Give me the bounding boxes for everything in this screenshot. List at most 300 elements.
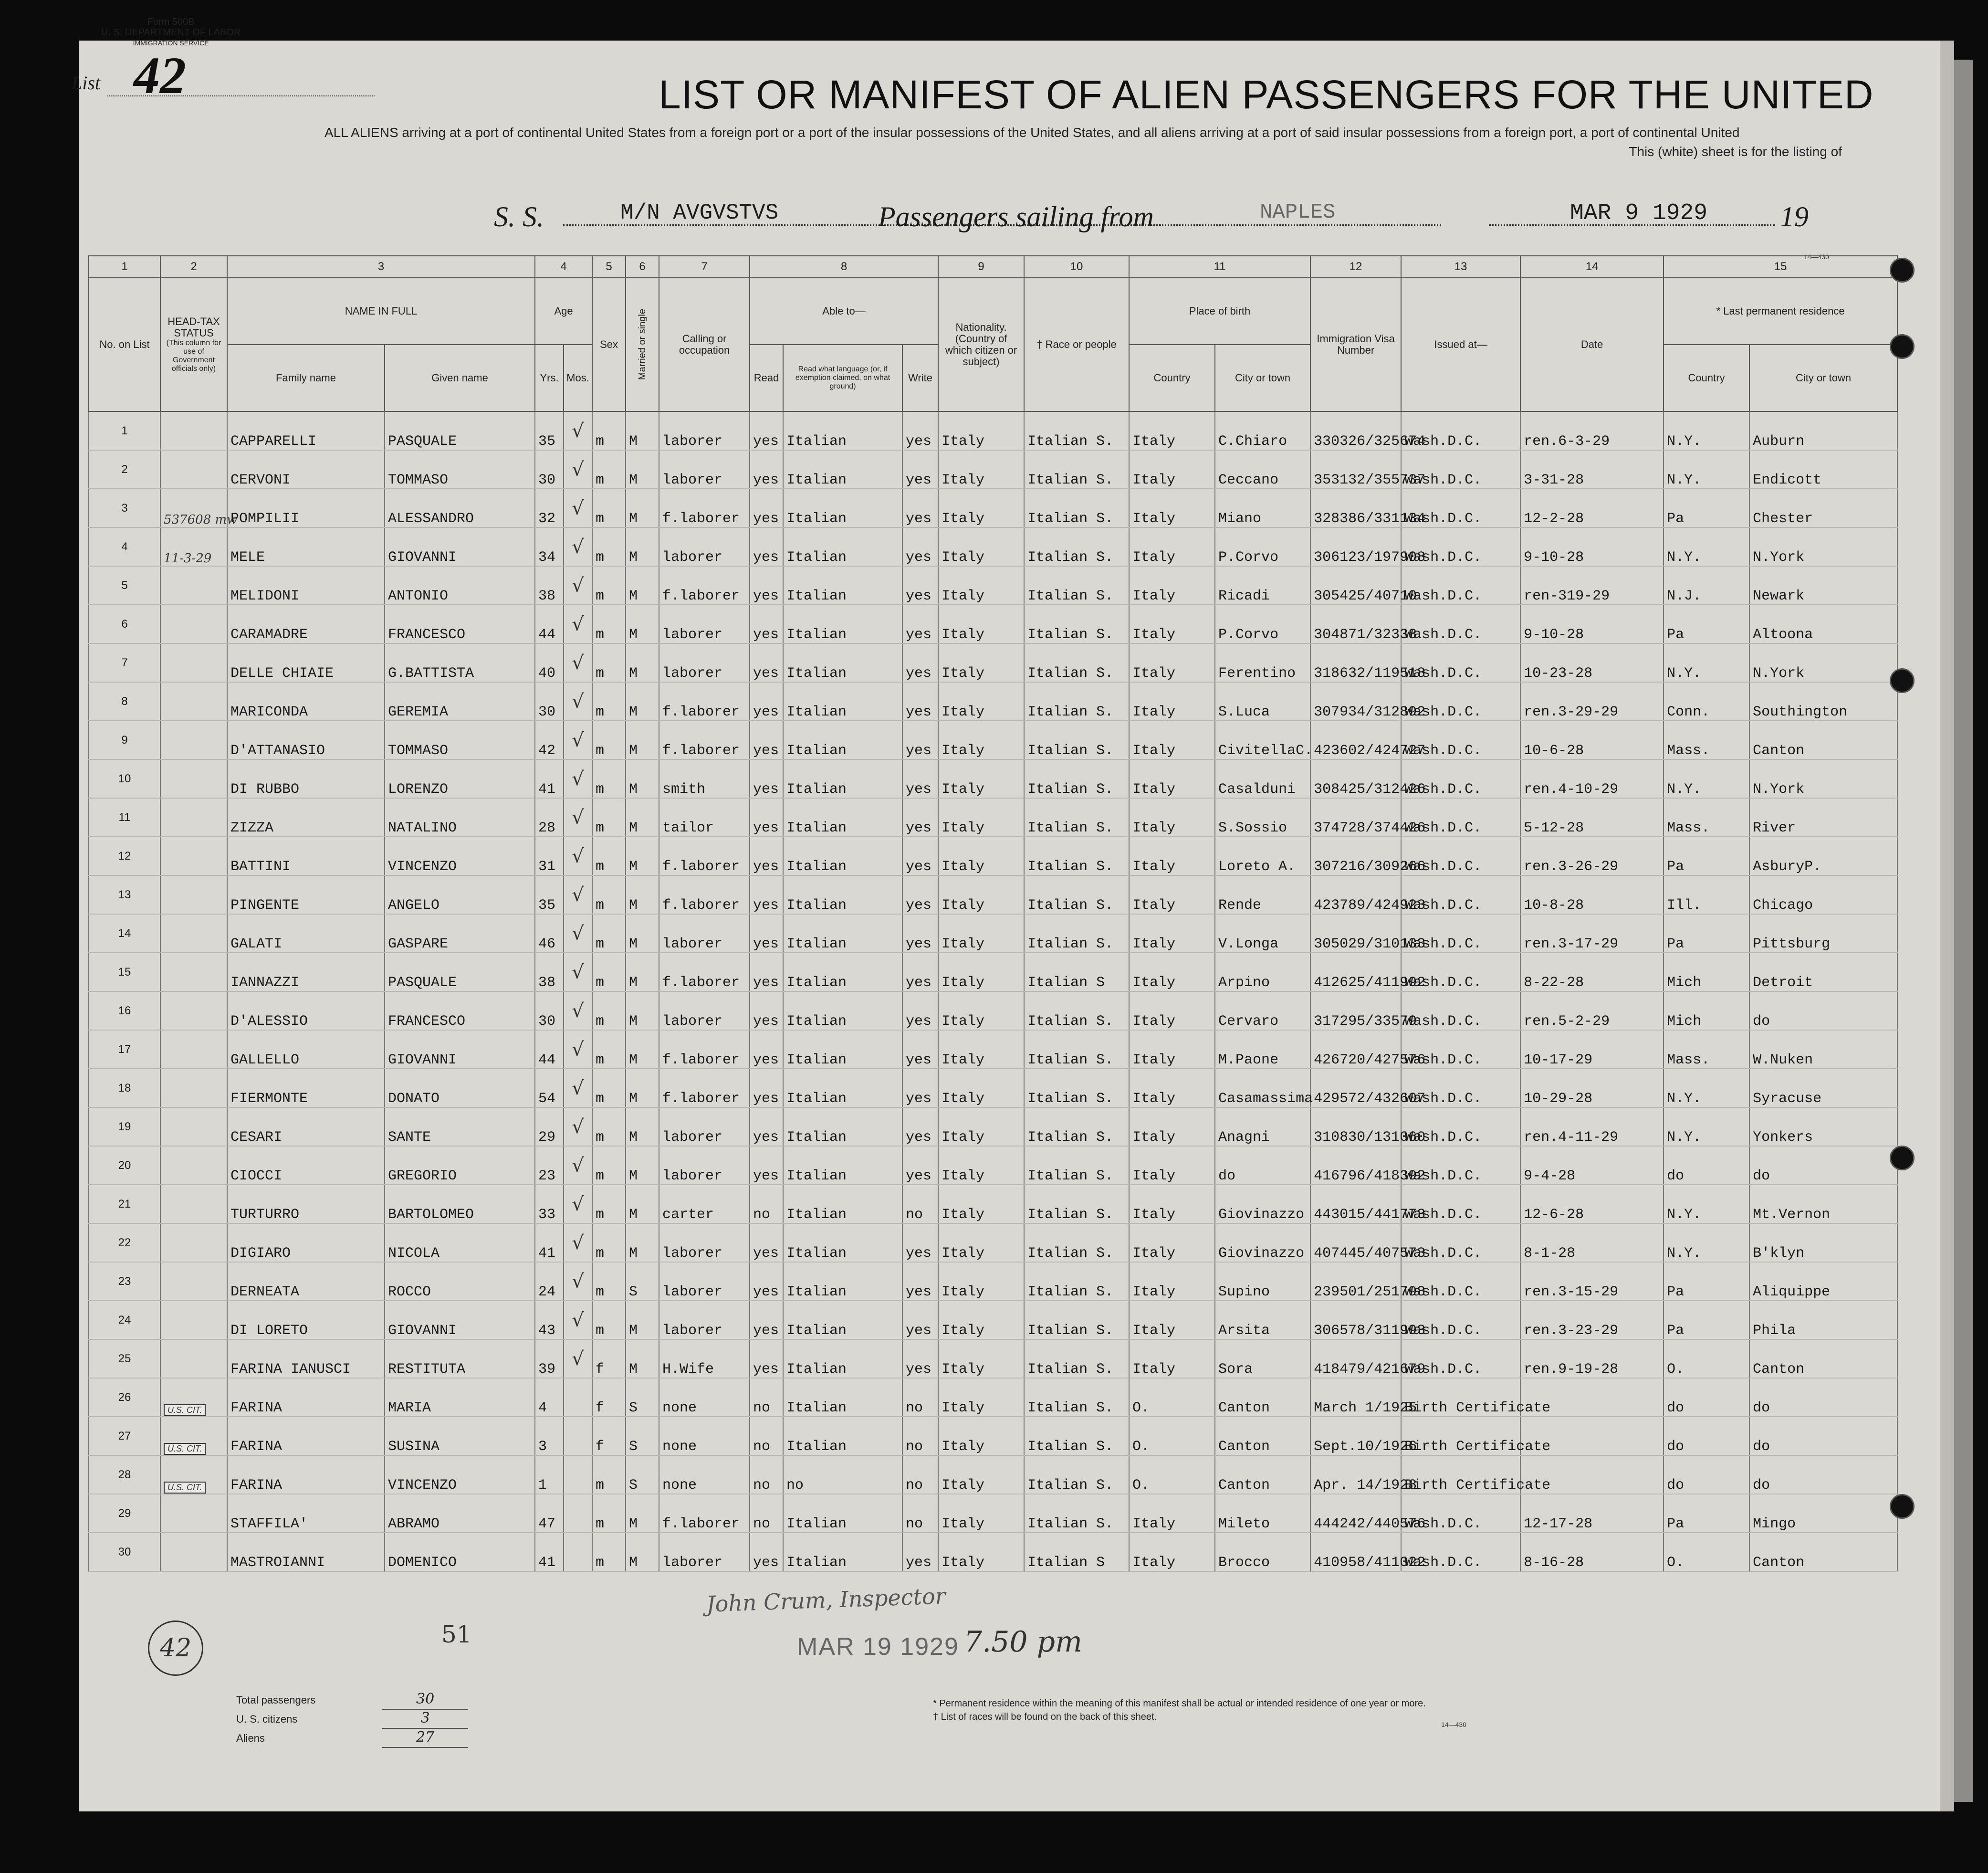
marital-status: M (626, 643, 659, 682)
can-write: yes (902, 1030, 938, 1069)
us-citizens-value: 3 (382, 1709, 468, 1729)
birth-city: CivitellaC. (1215, 721, 1310, 759)
header-yrs: Yrs. (535, 345, 564, 411)
visa-date: 12-6-28 (1520, 1185, 1664, 1223)
age-check: √ (564, 1339, 592, 1378)
sex: m (592, 1455, 626, 1494)
list-number: 42 (134, 46, 186, 105)
can-read: yes (750, 1339, 783, 1378)
age-years: 32 (535, 489, 564, 527)
us-citizen-stamp: U.S. CIT. (164, 1482, 206, 1494)
sex: m (592, 1533, 626, 1571)
header-mos: Mos. (564, 345, 592, 411)
occupation: laborer (659, 1223, 750, 1262)
age-check: √ (564, 759, 592, 798)
row-number: 23 (89, 1262, 160, 1301)
family-name: MASTROIANNI (227, 1533, 385, 1571)
header-family-name: Family name (227, 345, 385, 411)
marital-status: M (626, 837, 659, 875)
race: Italian S. (1024, 411, 1129, 450)
given-name: GASPARE (385, 914, 535, 953)
race: Italian S. (1024, 991, 1129, 1030)
marital-status: M (626, 1030, 659, 1069)
visa-date: 12-17-28 (1520, 1494, 1664, 1533)
nationality: Italy (938, 489, 1024, 527)
colnum-10: 10 (1024, 256, 1129, 278)
footnote-races: † List of races will be found on the back of this sheet. (933, 1712, 1157, 1722)
residence-country: N.Y. (1664, 411, 1749, 450)
birth-country: Italy (1129, 489, 1215, 527)
birth-country: Italy (1129, 1301, 1215, 1339)
sex: m (592, 1185, 626, 1223)
family-name: BATTINI (227, 837, 385, 875)
table-row (89, 914, 1897, 953)
race: Italian S. (1024, 1378, 1129, 1417)
head-tax (160, 1339, 227, 1378)
read-language: Italian (783, 411, 902, 450)
given-name: VINCENZO (385, 1455, 535, 1494)
occupation: f.laborer (659, 566, 750, 605)
residence-country: do (1664, 1146, 1749, 1185)
occupation: f.laborer (659, 1494, 750, 1533)
issued-at: Wash.D.C. (1401, 837, 1520, 875)
residence-country: N.Y. (1664, 1185, 1749, 1223)
sex: m (592, 875, 626, 914)
read-language: Italian (783, 1146, 902, 1185)
header-birth-city: City or town (1215, 345, 1310, 411)
can-write: yes (902, 759, 938, 798)
form-code-top: 14—430 (1804, 253, 1829, 261)
birth-city: Mileto (1215, 1494, 1310, 1533)
nationality: Italy (938, 566, 1024, 605)
nationality: Italy (938, 682, 1024, 721)
family-name: DERNEATA (227, 1262, 385, 1301)
age-check: √ (564, 1107, 592, 1146)
can-read: yes (750, 1107, 783, 1146)
can-write: yes (902, 875, 938, 914)
residence-country: do (1664, 1378, 1749, 1417)
issued-at: Wash.D.C. (1401, 721, 1520, 759)
birth-city: Canton (1215, 1455, 1310, 1494)
race: Italian S. (1024, 682, 1129, 721)
residence-country: N.Y. (1664, 759, 1749, 798)
colnum-1: 1 (89, 256, 160, 278)
read-language: no (783, 1455, 902, 1494)
residence-country: do (1664, 1417, 1749, 1455)
age-years: 35 (535, 411, 564, 450)
visa-number: 306123/197908 (1310, 527, 1401, 566)
sex: m (592, 1030, 626, 1069)
visa-number: 444242/440576 (1310, 1494, 1401, 1533)
header-last-residence: * Last permanent residence (1664, 278, 1897, 345)
issued-at: Wash.D.C. (1401, 875, 1520, 914)
marital-status: S (626, 1455, 659, 1494)
visa-number: 305425/40710 (1310, 566, 1401, 605)
can-read: no (750, 1378, 783, 1417)
family-name: IANNAZZI (227, 953, 385, 991)
head-tax (160, 1069, 227, 1107)
circled-number: 42 (148, 1620, 203, 1676)
sex: m (592, 566, 626, 605)
visa-number: 328386/331134 (1310, 489, 1401, 527)
given-name: ROCCO (385, 1262, 535, 1301)
visa-date: ren.4-11-29 (1520, 1107, 1664, 1146)
visa-number: 307216/309266 (1310, 837, 1401, 875)
issued-at: Wash.D.C. (1401, 991, 1520, 1030)
birth-city: Supino (1215, 1262, 1310, 1301)
read-language: Italian (783, 1069, 902, 1107)
age-years: 38 (535, 953, 564, 991)
visa-date: ren.9-19-28 (1520, 1339, 1664, 1378)
age-check: √ (564, 798, 592, 837)
head-tax (160, 837, 227, 875)
birth-city: V.Longa (1215, 914, 1310, 953)
nationality: Italy (938, 1339, 1024, 1378)
marital-status: M (626, 1533, 659, 1571)
read-language: Italian (783, 1223, 902, 1262)
colnum-3: 3 (227, 256, 535, 278)
birth-city: Brocco (1215, 1533, 1310, 1571)
family-name: DIGIARO (227, 1223, 385, 1262)
can-read: yes (750, 682, 783, 721)
age-check: √ (564, 411, 592, 450)
age-check: √ (564, 527, 592, 566)
can-read: yes (750, 798, 783, 837)
issued-at: Wash.D.C. (1401, 1223, 1520, 1262)
birth-city: C.Chiaro (1215, 411, 1310, 450)
age-years: 30 (535, 991, 564, 1030)
birth-country: Italy (1129, 682, 1215, 721)
given-name: G.BATTISTA (385, 643, 535, 682)
sex: m (592, 682, 626, 721)
page-edge (1954, 60, 1973, 1802)
visa-number: 305029/310133 (1310, 914, 1401, 953)
head-tax (160, 1417, 227, 1455)
read-language: Italian (783, 566, 902, 605)
can-write: yes (902, 721, 938, 759)
row-number: 4 (89, 527, 160, 566)
birth-country: Italy (1129, 1533, 1215, 1571)
family-name: GALLELLO (227, 1030, 385, 1069)
can-read: yes (750, 605, 783, 643)
read-language: Italian (783, 759, 902, 798)
head-tax (160, 1301, 227, 1339)
nationality: Italy (938, 1301, 1024, 1339)
age-years: 30 (535, 682, 564, 721)
nationality: Italy (938, 1494, 1024, 1533)
head-tax: 11-3-29 (160, 527, 227, 566)
birth-country: Italy (1129, 411, 1215, 450)
visa-number: 306578/311993 (1310, 1301, 1401, 1339)
family-name: GALATI (227, 914, 385, 953)
residence-country: do (1664, 1455, 1749, 1494)
head-tax (160, 1107, 227, 1146)
sex: m (592, 1223, 626, 1262)
read-language: Italian (783, 1107, 902, 1146)
row-number: 5 (89, 566, 160, 605)
can-write: yes (902, 489, 938, 527)
race: Italian S. (1024, 489, 1129, 527)
family-name: MARICONDA (227, 682, 385, 721)
marital-status: M (626, 489, 659, 527)
age-check: √ (564, 605, 592, 643)
visa-number: 310830/131060 (1310, 1107, 1401, 1146)
table-row (89, 1146, 1897, 1185)
can-write: yes (902, 682, 938, 721)
birth-country: Italy (1129, 643, 1215, 682)
age-years: 4 (535, 1378, 564, 1417)
table-row (89, 1455, 1897, 1494)
visa-date: 8-16-28 (1520, 1533, 1664, 1571)
residence-country: Pa (1664, 914, 1749, 953)
row-number: 30 (89, 1533, 160, 1571)
sex: m (592, 914, 626, 953)
table-row (89, 1262, 1897, 1301)
read-language: Italian (783, 875, 902, 914)
head-tax (160, 1185, 227, 1223)
can-write: yes (902, 605, 938, 643)
can-write: yes (902, 643, 938, 682)
nationality: Italy (938, 759, 1024, 798)
occupation: f.laborer (659, 953, 750, 991)
head-tax (160, 1030, 227, 1069)
port-name: NAPLES (1260, 200, 1336, 224)
read-language: Italian (783, 798, 902, 837)
can-read: yes (750, 837, 783, 875)
footnote-residence: * Permanent residence within the meaning of this manifest shall be actual or intended residence of one year or more. (933, 1698, 1426, 1709)
occupation: laborer (659, 1262, 750, 1301)
age-check: √ (564, 914, 592, 953)
issued-at: Wash.D.C. (1401, 1069, 1520, 1107)
page-title: LIST OR MANIFEST OF ALIEN PASSENGERS FOR THE UNITED (659, 72, 1874, 117)
race: Italian S. (1024, 1417, 1129, 1455)
row-number: 1 (89, 411, 160, 450)
birth-country: Italy (1129, 1223, 1215, 1262)
family-name: ZIZZA (227, 798, 385, 837)
row-number: 24 (89, 1301, 160, 1339)
nationality: Italy (938, 411, 1024, 450)
sex: m (592, 991, 626, 1030)
visa-date: 3-31-28 (1520, 450, 1664, 489)
header-res-city: City or town (1749, 345, 1897, 411)
visa-number: 317295/33579 (1310, 991, 1401, 1030)
marital-status: M (626, 721, 659, 759)
occupation: f.laborer (659, 682, 750, 721)
marital-status: M (626, 527, 659, 566)
row-number: 18 (89, 1069, 160, 1107)
header-no-on-list: No. on List (89, 278, 160, 411)
can-write: yes (902, 450, 938, 489)
sex: f (592, 1417, 626, 1455)
age-years: 23 (535, 1146, 564, 1185)
residence-country: N.J. (1664, 566, 1749, 605)
table-row (89, 837, 1897, 875)
colnum-9: 9 (938, 256, 1024, 278)
binder-hole (1890, 334, 1915, 359)
can-write: yes (902, 1301, 938, 1339)
colnum-14: 14 (1520, 256, 1664, 278)
header-res-country: Country (1664, 345, 1749, 411)
visa-number: 239501/251798 (1310, 1262, 1401, 1301)
age-years: 40 (535, 643, 564, 682)
table-row (89, 1069, 1897, 1107)
given-name: VINCENZO (385, 837, 535, 875)
head-tax (160, 1494, 227, 1533)
birth-country: Italy (1129, 837, 1215, 875)
birth-country: Italy (1129, 1107, 1215, 1146)
nationality: Italy (938, 914, 1024, 953)
family-name: DI LORETO (227, 1301, 385, 1339)
issued-at: Birth Certificate (1401, 1455, 1520, 1494)
sex: m (592, 1262, 626, 1301)
sex: m (592, 721, 626, 759)
read-language: Italian (783, 527, 902, 566)
marital-status: M (626, 1223, 659, 1262)
residence-city: Canton (1749, 721, 1897, 759)
visa-number: 407445/407573 (1310, 1223, 1401, 1262)
visa-number: Apr. 14/1928 (1310, 1455, 1401, 1494)
visa-date: 9-4-28 (1520, 1146, 1664, 1185)
read-language: Italian (783, 643, 902, 682)
total-passengers-label: Total passengers (236, 1694, 316, 1706)
table-row (89, 798, 1897, 837)
visa-date: 8-22-28 (1520, 953, 1664, 991)
sex: f (592, 1339, 626, 1378)
read-language: Italian (783, 1378, 902, 1417)
list-underline (107, 95, 375, 96)
header-given-name: Given name (385, 345, 535, 411)
age-years: 33 (535, 1185, 564, 1223)
marital-status: M (626, 411, 659, 450)
birth-country: Italy (1129, 527, 1215, 566)
age-years: 34 (535, 527, 564, 566)
header-head-tax: HEAD-TAX STATUS (This column for use of Government officials only) (160, 278, 227, 411)
can-read: yes (750, 721, 783, 759)
residence-city: do (1749, 1455, 1897, 1494)
age-check: √ (564, 721, 592, 759)
binder-hole (1890, 668, 1915, 693)
footnotes (933, 1697, 1426, 1724)
can-read: no (750, 1417, 783, 1455)
row-number: 29 (89, 1494, 160, 1533)
binder-hole (1890, 1146, 1915, 1170)
can-read: yes (750, 759, 783, 798)
race: Italian S. (1024, 450, 1129, 489)
table-row (89, 1417, 1897, 1455)
birth-country: Italy (1129, 991, 1215, 1030)
birth-city: Giovinazzo (1215, 1185, 1310, 1223)
sex: m (592, 411, 626, 450)
given-name: TOMMASO (385, 450, 535, 489)
can-write: no (902, 1494, 938, 1533)
header-write: Write (902, 345, 938, 411)
head-tax (160, 759, 227, 798)
issued-at: Wash.D.C. (1401, 914, 1520, 953)
age-check: √ (564, 682, 592, 721)
birth-city: Giovinazzo (1215, 1223, 1310, 1262)
age-check: √ (564, 953, 592, 991)
marital-status: M (626, 1069, 659, 1107)
can-write: yes (902, 1533, 938, 1571)
residence-country: Conn. (1664, 682, 1749, 721)
residence-city: do (1749, 991, 1897, 1030)
birth-country: Italy (1129, 566, 1215, 605)
inspector-signature: John Crum, Inspector (706, 1583, 946, 1617)
colnum-11: 11 (1129, 256, 1310, 278)
nationality: Italy (938, 450, 1024, 489)
residence-city: N.York (1749, 759, 1897, 798)
visa-number: 418479/421679 (1310, 1339, 1401, 1378)
can-write: no (902, 1378, 938, 1417)
age-check: √ (564, 1069, 592, 1107)
row-number: 3 (89, 489, 160, 527)
head-tax: 537608 mw (160, 489, 227, 527)
sex: m (592, 1146, 626, 1185)
table-row (89, 721, 1897, 759)
header-age: Age (535, 278, 592, 345)
given-name: NICOLA (385, 1223, 535, 1262)
head-tax (160, 798, 227, 837)
residence-city: N.York (1749, 643, 1897, 682)
age-years: 41 (535, 1223, 564, 1262)
sex: m (592, 643, 626, 682)
can-read: yes (750, 450, 783, 489)
visa-number: 423789/424923 (1310, 875, 1401, 914)
head-tax (160, 1262, 227, 1301)
can-read: yes (750, 566, 783, 605)
nationality: Italy (938, 953, 1024, 991)
visa-date: 10-29-28 (1520, 1069, 1664, 1107)
nationality: Italy (938, 643, 1024, 682)
age-years: 24 (535, 1262, 564, 1301)
head-tax (160, 953, 227, 991)
nationality: Italy (938, 991, 1024, 1030)
can-read: yes (750, 1069, 783, 1107)
voyage-line (420, 200, 1899, 239)
family-name: FIERMONTE (227, 1069, 385, 1107)
occupation: f.laborer (659, 1069, 750, 1107)
race: Italian S. (1024, 1301, 1129, 1339)
row-number: 17 (89, 1030, 160, 1069)
page-subtitle: ALL ALIENS arriving at a port of continental United States from a foreign port or a port of the insular possessions of the United States, and all aliens arriving at a port of said insular possessions from a foreign port, a port of continental United This (white) sheet is for the listing of (324, 125, 1842, 159)
issued-at: Birth Certificate (1401, 1378, 1520, 1417)
nationality: Italy (938, 1107, 1024, 1146)
issued-at: Wash.D.C. (1401, 643, 1520, 682)
issued-at: Wash.D.C. (1401, 798, 1520, 837)
family-name: STAFFILA' (227, 1494, 385, 1533)
head-tax (160, 1533, 227, 1571)
residence-city: Detroit (1749, 953, 1897, 991)
nationality: Italy (938, 1185, 1024, 1223)
visa-number: 412625/411992 (1310, 953, 1401, 991)
family-name: PINGENTE (227, 875, 385, 914)
colnum-15: 15 (1664, 256, 1897, 278)
occupation: f.laborer (659, 489, 750, 527)
visa-number: 374728/374426 (1310, 798, 1401, 837)
issued-at: Wash.D.C. (1401, 411, 1520, 450)
colnum-6: 6 (626, 256, 659, 278)
occupation: laborer (659, 1146, 750, 1185)
race: Italian S (1024, 1533, 1129, 1571)
occupation: H.Wife (659, 1339, 750, 1378)
marital-status: M (626, 798, 659, 837)
head-tax (160, 1223, 227, 1262)
nationality: Italy (938, 527, 1024, 566)
birth-country: Italy (1129, 1185, 1215, 1223)
us-citizen-stamp: U.S. CIT. (164, 1404, 206, 1416)
row-number: 2 (89, 450, 160, 489)
can-read: yes (750, 1301, 783, 1339)
